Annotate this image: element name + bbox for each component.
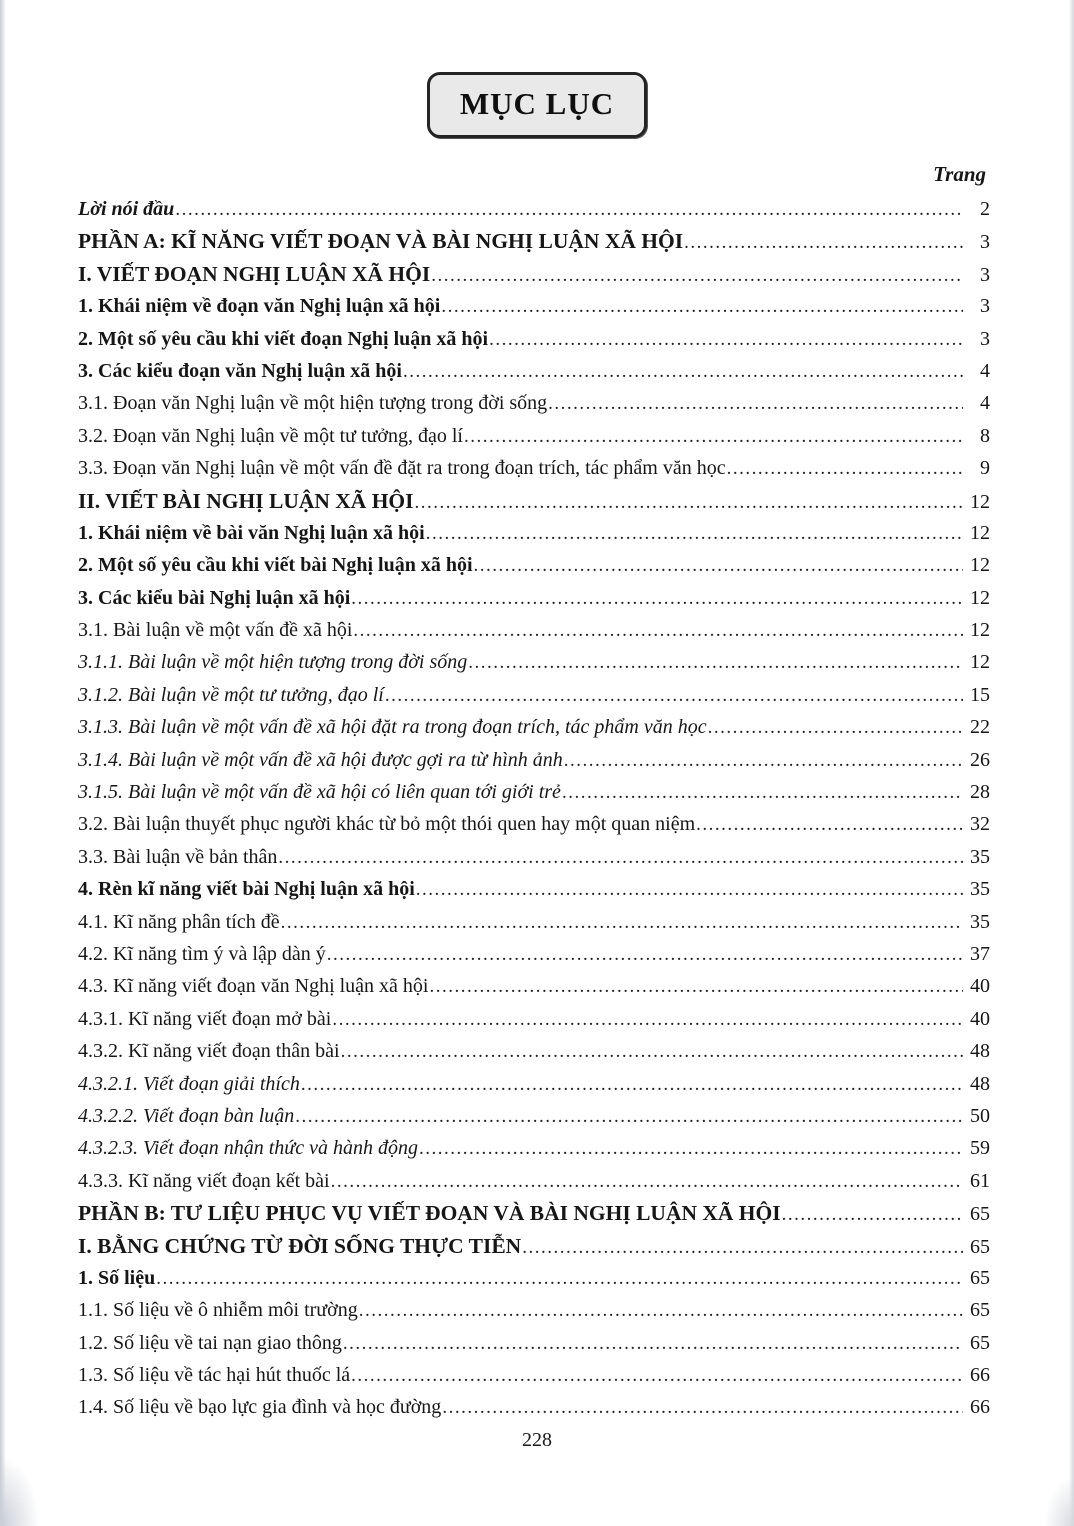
toc-entry-page: 65 <box>970 1203 990 1226</box>
toc-entry-page: 35 <box>970 845 990 868</box>
toc-entry-label: 3. Các kiểu bài Nghị luận xã hội <box>78 586 351 609</box>
toc-entry-label: 4.2. Kĩ năng tìm ý và lập dàn ý <box>78 942 326 965</box>
toc-entry-label: 3.3. Bài luận về bản thân <box>78 845 278 868</box>
toc-entry-label: 3.1.2. Bài luận về một tư tưởng, đạo lí <box>78 683 384 706</box>
toc-entry-label: 1. Khái niệm về đoạn văn Nghị luận xã hội <box>78 295 441 318</box>
dot-leader <box>415 487 963 519</box>
dot-leader <box>281 907 963 939</box>
dot-leader <box>419 1133 963 1165</box>
toc-entry-page: 12 <box>970 619 990 642</box>
page-title: MỤC LỤC <box>459 86 615 121</box>
toc-entry <box>78 485 990 517</box>
toc-entry <box>78 258 990 290</box>
dot-leader <box>416 874 963 906</box>
footer-page-number: 228 <box>522 1429 552 1451</box>
toc-entry-label: 3.1. Bài luận về một vấn đề xã hội <box>78 619 353 642</box>
toc-entry <box>78 1294 990 1326</box>
toc-entry-label: 3.2. Đoạn văn Nghị luận về một tư tưởng, đạo lí <box>78 424 463 447</box>
toc-entry-label: 3.1.1. Bài luận về một hiện tượng trong đời sống <box>78 651 468 674</box>
toc-entry-label: 4.3.2. Kĩ năng viết đoạn thân bài <box>78 1040 340 1063</box>
toc-entry-label: 3.2. Bài luận thuyết phục người khác từ bỏ một thói quen hay một quan niệm <box>78 813 696 836</box>
toc-entry-page: 12 <box>970 651 990 674</box>
dot-leader <box>548 388 963 420</box>
toc-entry-label: 4. Rèn kĩ năng viết bài Nghị luận xã hội <box>78 878 415 901</box>
toc-entry-label: 1.4. Số liệu về bạo lực gia đình và học đường <box>78 1396 442 1419</box>
toc-entry <box>78 776 990 808</box>
toc-entry <box>78 193 990 225</box>
toc-entry <box>78 1132 990 1164</box>
toc-entry <box>78 225 990 257</box>
toc-entry <box>78 873 990 905</box>
toc-entry <box>78 549 990 581</box>
dot-leader <box>327 939 963 971</box>
toc-entry-label: 3.1.3. Bài luận về một vấn đề xã hội đặt ra trong đoạn trích, tác phẩm văn học <box>78 716 707 739</box>
toc-entry-page: 3 <box>980 327 990 350</box>
dot-leader <box>474 550 963 582</box>
toc-entry <box>78 646 990 678</box>
toc-entry-page: 65 <box>970 1331 990 1354</box>
toc-entry-page: 12 <box>970 490 990 513</box>
dot-leader <box>522 1232 963 1264</box>
toc-entry <box>78 679 990 711</box>
toc-entry-page: 3 <box>980 231 990 254</box>
scan-edge-left <box>0 0 6 1526</box>
dot-leader <box>562 777 963 809</box>
toc-entry-label: 3. Các kiểu đoạn văn Nghị luận xã hội <box>78 359 402 382</box>
dot-leader <box>331 1166 963 1198</box>
scan-edge-right <box>1069 0 1074 1526</box>
toc-entry-label: PHẦN B: TƯ LIỆU PHỤC VỤ VIẾT ĐOẠN VÀ BÀI NGHỊ LUẬN XÃ HỘI <box>78 1201 781 1226</box>
toc-entry <box>78 938 990 970</box>
toc-entry <box>78 841 990 873</box>
table-of-contents <box>0 191 1074 1424</box>
toc-entry-label: 1. Số liệu <box>78 1266 156 1289</box>
toc-entry-page: 61 <box>970 1169 990 1192</box>
toc-entry-label: 2. Một số yêu cầu khi viết bài Nghị luận xã hội <box>78 554 473 577</box>
toc-entry-page: 4 <box>980 359 990 382</box>
toc-entry-label: I. BẰNG CHỨNG TỪ ĐỜI SỐNG THỰC TIỄN <box>78 1233 522 1258</box>
toc-entry-label: 1.2. Số liệu về tai nạn giao thông <box>78 1331 342 1354</box>
dot-leader <box>684 227 963 259</box>
toc-entry-page: 12 <box>970 586 990 609</box>
toc-entry <box>78 290 990 322</box>
toc-entry-page: 2 <box>980 198 990 220</box>
dot-leader <box>468 647 963 679</box>
dot-leader <box>782 1199 963 1231</box>
toc-entry-label: 3.3. Đoạn văn Nghị luận về một vấn đề đặt ra trong đoạn trích, tác phẩm văn học <box>78 457 726 480</box>
toc-entry-page: 12 <box>970 521 990 544</box>
toc-entry-page: 65 <box>970 1235 990 1258</box>
toc-entry-page: 3 <box>980 295 990 318</box>
toc-entry <box>78 582 990 614</box>
toc-entry-page: 9 <box>980 457 990 480</box>
dot-leader <box>441 291 963 323</box>
dot-leader <box>175 194 963 226</box>
toc-entry-page: 35 <box>970 910 990 933</box>
dot-leader <box>727 453 963 485</box>
toc-entry <box>78 1165 990 1197</box>
dot-leader <box>403 356 963 388</box>
toc-entry-page: 15 <box>970 683 990 706</box>
dot-leader <box>489 324 963 356</box>
toc-entry-page: 40 <box>970 1007 990 1030</box>
toc-entry-page: 65 <box>970 1299 990 1322</box>
page-title-container <box>0 0 1074 138</box>
dot-leader <box>430 971 964 1003</box>
toc-entry <box>78 1068 990 1100</box>
dot-leader <box>708 712 963 744</box>
toc-entry-page: 3 <box>980 263 990 286</box>
toc-entry <box>78 355 990 387</box>
toc-entry-label: 4.3.1. Kĩ năng viết đoạn mở bài <box>78 1007 332 1030</box>
toc-entry-page: 8 <box>980 424 990 447</box>
toc-entry <box>78 711 990 743</box>
dot-leader <box>431 260 963 292</box>
toc-entry <box>78 452 990 484</box>
dot-leader <box>156 1263 963 1295</box>
toc-entry-label: 4.3.2.1. Viết đoạn giải thích <box>78 1072 300 1095</box>
dot-leader <box>295 1101 963 1133</box>
toc-entry <box>78 1197 990 1229</box>
dot-leader <box>353 615 963 647</box>
scan-corner-bottom-left <box>0 1456 40 1526</box>
toc-entry-label: 4.1. Kĩ năng phân tích đề <box>78 910 280 933</box>
toc-entry <box>78 517 990 549</box>
toc-entry-page: 4 <box>980 392 990 415</box>
toc-entry-label: 4.3.2.3. Viết đoạn nhận thức và hành động <box>78 1137 418 1160</box>
toc-entry-label: 3.1.4. Bài luận về một vấn đề xã hội được gợi ra từ hình ảnh <box>78 748 563 771</box>
dot-leader <box>442 1392 963 1424</box>
toc-entry <box>78 1100 990 1132</box>
toc-entry-label: Lời nói đầu <box>78 198 175 220</box>
toc-entry <box>78 1003 990 1035</box>
toc-entry-label: 4.3.2.2. Viết đoạn bàn luận <box>78 1104 295 1127</box>
dot-leader <box>351 1360 963 1392</box>
toc-entry <box>78 387 990 419</box>
toc-entry <box>78 323 990 355</box>
dot-leader <box>426 518 963 550</box>
toc-entry-label: 3.1. Đoạn văn Nghị luận về một hiện tượng trong đời sống <box>78 392 548 415</box>
dot-leader <box>464 421 963 453</box>
toc-entry-page: 48 <box>970 1040 990 1063</box>
dot-leader <box>341 1036 963 1068</box>
dot-leader <box>564 745 963 777</box>
dot-leader <box>301 1069 963 1101</box>
toc-entry <box>78 808 990 840</box>
dot-leader <box>385 680 963 712</box>
toc-entry-label: 1. Khái niệm về bài văn Nghị luận xã hội <box>78 521 425 544</box>
toc-entry-label: 4.3. Kĩ năng viết đoạn văn Nghị luận xã hội <box>78 975 429 998</box>
toc-entry-page: 26 <box>970 748 990 771</box>
dot-leader <box>332 1004 963 1036</box>
toc-entry <box>78 906 990 938</box>
toc-entry-page: 59 <box>970 1137 990 1160</box>
toc-entry-page: 28 <box>970 781 990 804</box>
toc-entry-page: 66 <box>970 1364 990 1387</box>
toc-entry <box>78 614 990 646</box>
dot-leader <box>278 842 963 874</box>
toc-entry-page: 37 <box>970 942 990 965</box>
toc-entry-page: 32 <box>970 813 990 836</box>
toc-entry-label: II. VIẾT BÀI NGHỊ LUẬN XÃ HỘI <box>78 488 414 513</box>
toc-entry <box>78 744 990 776</box>
toc-entry-page: 50 <box>970 1104 990 1127</box>
toc-entry-page: 40 <box>970 975 990 998</box>
title-box <box>427 72 647 138</box>
toc-entry-label: 4.3.3. Kĩ năng viết đoạn kết bài <box>78 1169 330 1192</box>
dot-leader <box>696 809 963 841</box>
toc-entry-label: I. VIẾT ĐOẠN NGHỊ LUẬN XÃ HỘI <box>78 261 431 286</box>
toc-entry <box>78 1391 990 1423</box>
toc-entry-page: 48 <box>970 1072 990 1095</box>
page-column-header: Trang <box>933 162 986 186</box>
toc-entry <box>78 970 990 1002</box>
dot-leader <box>351 583 963 615</box>
toc-entry <box>78 1327 990 1359</box>
toc-entry-page: 22 <box>970 716 990 739</box>
scan-corner-bottom-right <box>1044 1476 1074 1526</box>
toc-entry-page: 12 <box>970 554 990 577</box>
dot-leader <box>343 1328 963 1360</box>
toc-entry <box>78 1230 990 1262</box>
toc-entry <box>78 1035 990 1067</box>
dot-leader <box>359 1295 963 1327</box>
toc-entry-label: 2. Một số yêu cầu khi viết đoạn Nghị luận xã hội <box>78 327 489 350</box>
toc-entry <box>78 1359 990 1391</box>
toc-entry-label: 1.3. Số liệu về tác hại hút thuốc lá <box>78 1364 351 1387</box>
toc-entry-label: 1.1. Số liệu về ô nhiễm môi trường <box>78 1299 358 1322</box>
toc-entry-label: PHẦN A: KĨ NĂNG VIẾT ĐOẠN VÀ BÀI NGHỊ LUẬN XÃ HỘI <box>78 229 684 254</box>
toc-entry <box>78 420 990 452</box>
toc-entry-page: 35 <box>970 878 990 901</box>
toc-entry-label: 3.1.5. Bài luận về một vấn đề xã hội có liên quan tới giới trẻ <box>78 781 561 804</box>
toc-entry <box>78 1262 990 1294</box>
toc-entry-page: 65 <box>970 1266 990 1289</box>
toc-entry-page: 66 <box>970 1396 990 1419</box>
